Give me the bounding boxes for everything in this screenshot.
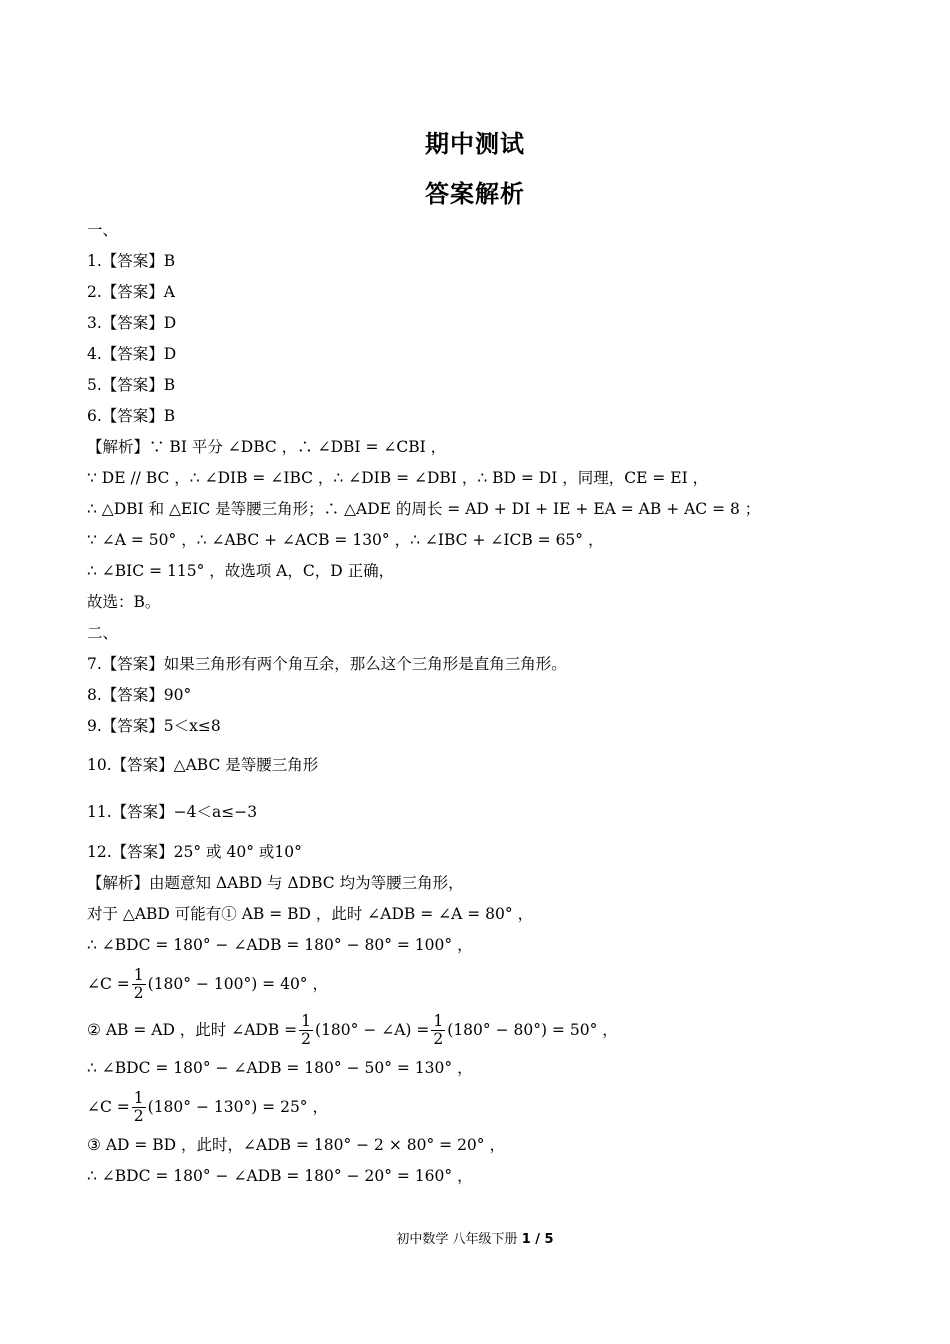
text-line: 一、 (87, 221, 119, 239)
text-line: 6.【答案】B (87, 407, 176, 425)
text-line: ∴ ∠BDC = 180° − ∠ADB = 180° − 20° = 160° ， (87, 1167, 473, 1185)
answer-content (87, 215, 887, 1192)
page-subtitle: 答案解析 (425, 180, 525, 208)
text-line: 11.【答案】−4＜a≤−3 (87, 803, 258, 821)
text-line: 5.【答案】B (87, 376, 176, 394)
text-line: 故选：B。 (87, 593, 161, 611)
equation-line (87, 1084, 887, 1130)
text-line: 【解析】由题意知 ΔABD 与 ΔDBC 均为等腰三角形， (87, 874, 464, 892)
text-line: ∵ DE // BC ，∴ ∠DIB = ∠IBC ，∴ ∠DIB = ∠DBI ，∴ BD = DI ，同理，CE = EI ， (87, 469, 709, 487)
text-line: 10.【答案】△ABC 是等腰三角形 (87, 756, 319, 774)
text-line: ③ AD = BD ，此时，∠ADB = 180° − 2 × 80° = 20° ， (87, 1136, 505, 1154)
page-footer (0, 1228, 950, 1247)
text-line: 3.【答案】D (87, 314, 177, 332)
text-line: 12.【答案】25° 或 40° 或10° (87, 843, 302, 861)
fraction: $\frac{1}{2}$ (133, 1088, 144, 1125)
page-number: 1 / 5 (521, 1232, 554, 1247)
equation-text: ∠C = (87, 1098, 130, 1116)
text-line: 二、 (87, 624, 119, 642)
equation-text: (180° − 80°) = 50° ， (447, 1021, 618, 1039)
footer-text: 初中数学 八年级下册 (396, 1232, 518, 1247)
text-line: ∴ ∠BDC = 180° − ∠ADB = 180° − 50° = 130° ， (87, 1059, 473, 1077)
text-line: 8.【答案】90° (87, 686, 192, 704)
equation-text: ∠C = (87, 975, 130, 993)
text-line: 2.【答案】A (87, 283, 175, 301)
text-line: ∴ △DBI 和 △EIC 是等腰三角形；∴ △ADE 的周长 = AD + DI + IE + EA = AB + AC = 8 ； (87, 500, 761, 518)
equation-text: ② AB = AD ，此时 ∠ADB = (87, 1021, 298, 1039)
text-line: ∴ ∠BIC = 115° ，故选项 A，C，D 正确， (87, 562, 395, 580)
equation-line (87, 961, 887, 1007)
fraction: $\frac{1}{2}$ (133, 965, 144, 1002)
text-line: 7.【答案】如果三角形有两个角互余，那么这个三角形是直角三角形。 (87, 655, 567, 673)
text-line: 9.【答案】5＜x≤8 (87, 717, 221, 735)
text-line: 【解析】∵ BI 平分 ∠DBC ，∴ ∠DBI = ∠CBI ， (87, 438, 447, 456)
fraction: $\frac{1}{2}$ (433, 1011, 444, 1048)
page-title: 期中测试 (425, 130, 525, 158)
equation-text: (180° − ∠A) = (315, 1021, 430, 1039)
text-line: 1.【答案】B (87, 252, 176, 270)
equation-text: (180° − 130°) = 25° ， (147, 1098, 328, 1116)
text-line: 对于 △ABD 可能有① AB = BD ，此时 ∠ADB = ∠A = 80° ， (87, 905, 534, 923)
text-line: ∴ ∠BDC = 180° − ∠ADB = 180° − 80° = 100° ， (87, 936, 473, 954)
equation-text: (180° − 100°) = 40° ， (147, 975, 328, 993)
equation-line (87, 1007, 887, 1053)
fraction: $\frac{1}{2}$ (301, 1011, 312, 1048)
text-line: 4.【答案】D (87, 345, 177, 363)
text-line: ∵ ∠A = 50° ，∴ ∠ABC + ∠ACB = 130° ，∴ ∠IBC + ∠ICB = 65° ， (87, 531, 604, 549)
